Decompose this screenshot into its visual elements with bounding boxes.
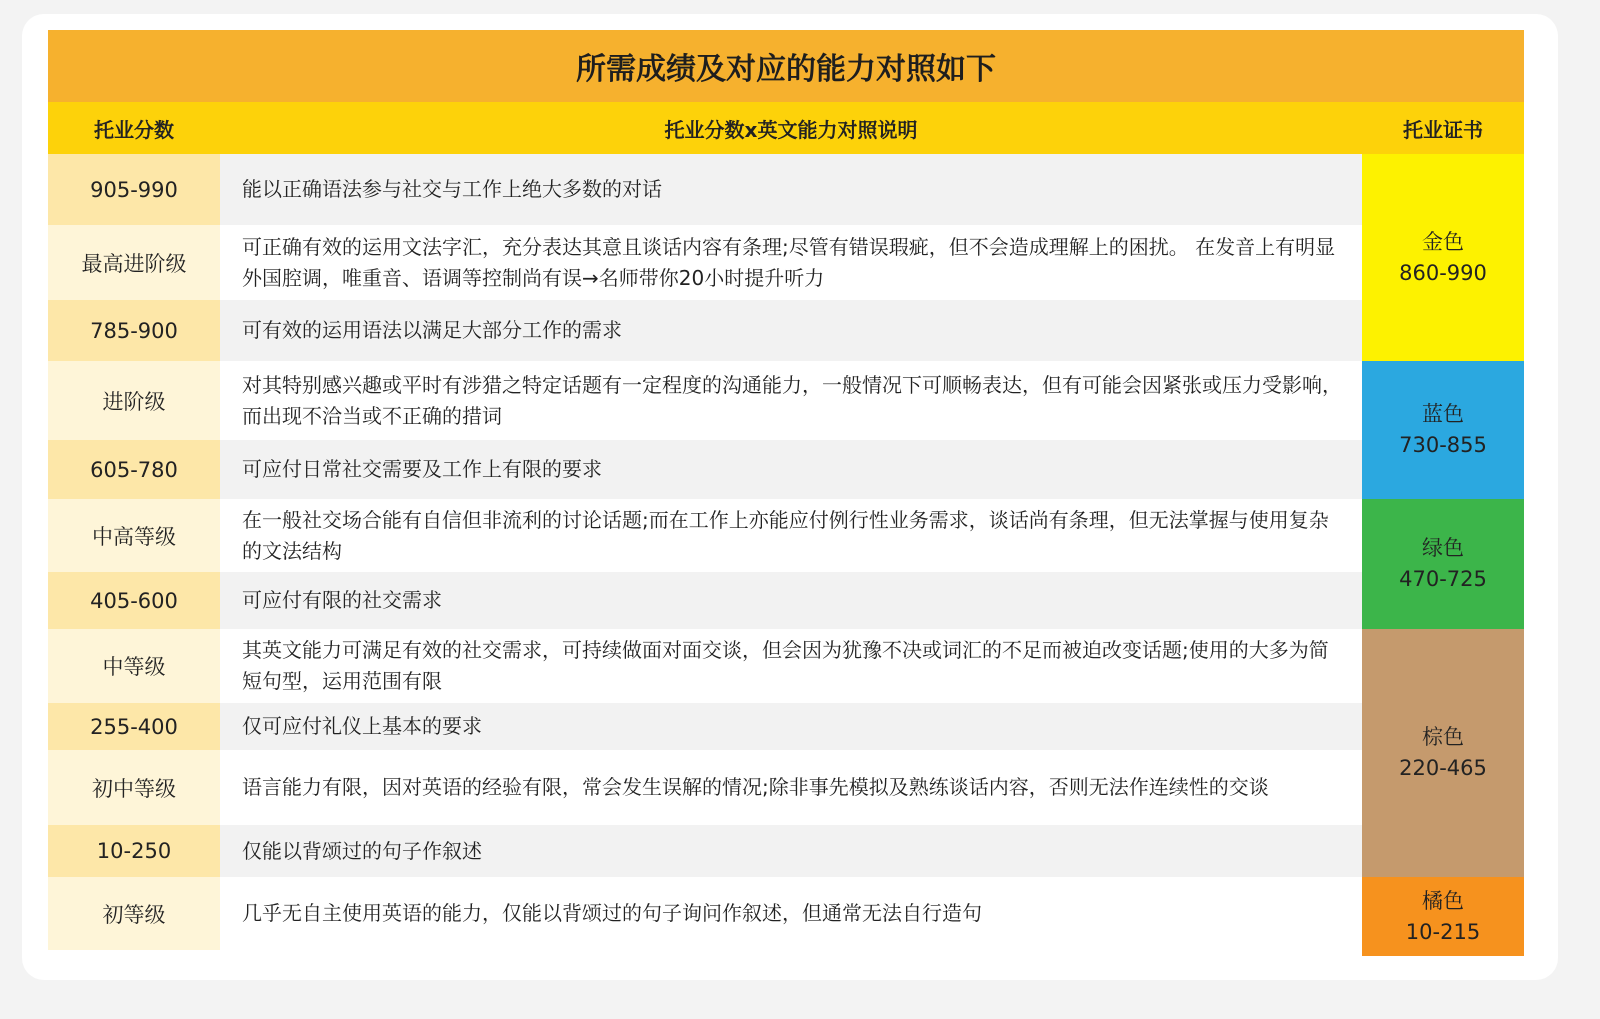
certificate-blue: [1362, 361, 1524, 499]
table-row: [48, 440, 1362, 499]
certificate-range: 730-855: [1399, 433, 1487, 457]
table-row: [48, 572, 1362, 629]
certificate-color-name: 棕色: [1422, 725, 1464, 749]
description-cell: 在一般社交场合能有自信但非流利的讨论话题;而在工作上亦能应付例行性业务需求，谈话尚有条理，但无法掌握与使用复杂的文法结构: [220, 499, 1362, 572]
table-row: [48, 300, 1362, 361]
description-cell: 仅可应付礼仪上基本的要求: [220, 703, 1362, 750]
certificate-orange: [1362, 877, 1524, 956]
level-cell: 初中等级: [48, 750, 220, 825]
header-description: 托业分数x英文能力对照说明: [664, 117, 918, 142]
certificate-color-name: 金色: [1422, 229, 1464, 254]
table-row: [48, 703, 1362, 750]
description-cell: 其英文能力可满足有效的社交需求，可持续做面对面交谈，但会因为犹豫不决或词汇的不足而被迫改变话题;使用的大多为简短句型，运用范围有限: [220, 629, 1362, 703]
table-row: [48, 825, 1362, 877]
table-row: [48, 629, 1362, 703]
description-cell: 可应付日常社交需要及工作上有限的要求: [220, 440, 1362, 499]
header-certificate: 托业证书: [1403, 117, 1483, 142]
score-cell: 405-600: [48, 572, 220, 629]
score-cell: 255-400: [48, 703, 220, 750]
certificate-range: 470-725: [1399, 567, 1487, 591]
description-cell: 可有效的运用语法以满足大部分工作的需求: [220, 300, 1362, 361]
score-cell: 785-900: [48, 300, 220, 361]
table-row: [48, 225, 1362, 300]
table-header: [48, 102, 1524, 154]
certificate-range: 10-215: [1405, 919, 1481, 944]
certificate-green: [1362, 499, 1524, 629]
certificate-range: 220-465: [1399, 756, 1487, 780]
table-row: [48, 750, 1362, 825]
description-cell: 可正确有效的运用文法字汇，充分表达其意且谈话内容有条理;尽管有错误瑕疵，但不会造成理解上的困扰。 在发音上有明显外国腔调，唯重音、语调等控制尚有误→名师带你20小时提升听力: [220, 225, 1362, 300]
page-title: 所需成绩及对应的能力对照如下: [48, 30, 1524, 102]
description-cell: 仅能以背颂过的句子作叙述: [220, 825, 1362, 877]
table-row: [48, 154, 1362, 225]
table-row: [48, 877, 1362, 950]
table-row: [48, 361, 1362, 440]
certificate-color-name: 绿色: [1422, 536, 1464, 560]
table-row: [48, 499, 1362, 572]
score-cell: 605-780: [48, 440, 220, 499]
score-cell: 10-250: [48, 825, 220, 877]
level-cell: 初等级: [48, 877, 220, 950]
description-cell: 能以正确语法参与社交与工作上绝大多数的对话: [220, 154, 1362, 225]
level-cell: 最高进阶级: [48, 225, 220, 300]
header-score: 托业分数: [94, 117, 174, 142]
certificate-brown: [1362, 629, 1524, 877]
score-cell: 905-990: [48, 154, 220, 225]
certificate-range: 860-990: [1399, 260, 1487, 285]
certificate-color-name: 蓝色: [1422, 402, 1464, 426]
level-cell: 中高等级: [48, 499, 220, 572]
level-cell: 中等级: [48, 629, 220, 703]
description-cell: 语言能力有限，因对英语的经验有限，常会发生误解的情况;除非事先模拟及熟练谈话内容，否则无法作连续性的交谈: [220, 750, 1362, 825]
description-cell: 对其特别感兴趣或平时有涉猎之特定话题有一定程度的沟通能力，一般情况下可顺畅表达，但有可能会因紧张或压力受影响，而出现不洽当或不正确的措词: [220, 361, 1362, 440]
certificate-color-name: 橘色: [1422, 888, 1464, 913]
level-cell: 进阶级: [48, 361, 220, 440]
description-cell: 可应付有限的社交需求: [220, 572, 1362, 629]
description-cell: 几乎无自主使用英语的能力，仅能以背颂过的句子询问作叙述，但通常无法自行造句: [220, 877, 1362, 950]
certificate-gold: [1362, 154, 1524, 361]
